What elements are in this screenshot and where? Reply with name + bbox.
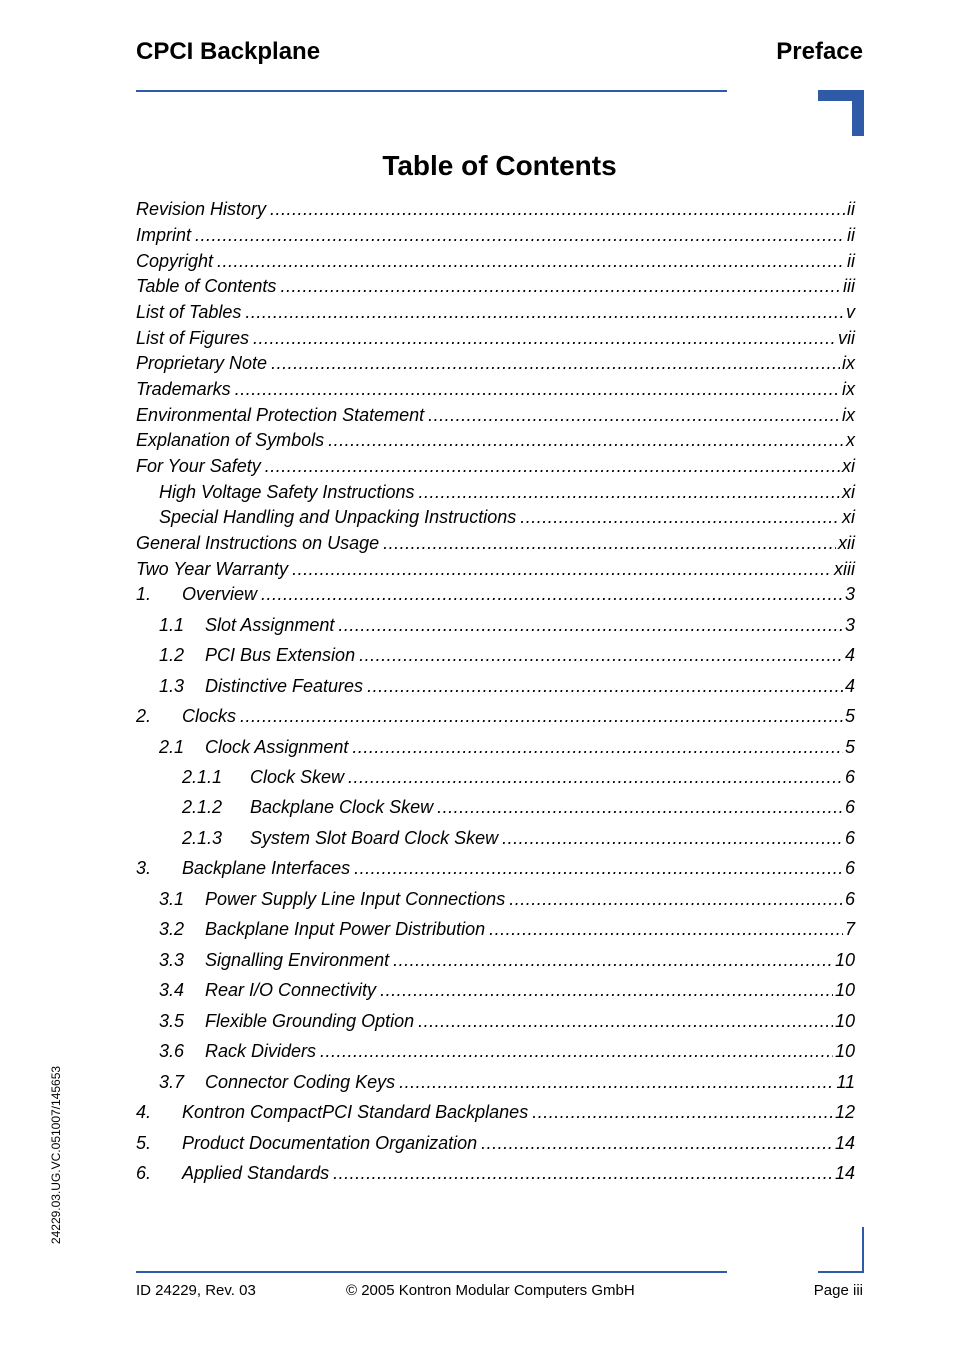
toc-entry-leader bbox=[235, 377, 840, 401]
toc-entry-label: Distinctive Features bbox=[205, 676, 364, 696]
toc-entry-page: 14 bbox=[834, 1163, 855, 1183]
footer-copyright: © 2005 Kontron Modular Computers GmbH bbox=[346, 1282, 635, 1299]
toc-entry-page: 3 bbox=[844, 615, 855, 635]
toc-entry[interactable] bbox=[136, 223, 855, 247]
toc-entry-label: Rear I/O Connectivity bbox=[205, 980, 377, 1000]
toc-entry-number: 3. bbox=[136, 858, 152, 878]
toc-entry[interactable] bbox=[136, 795, 855, 819]
toc-entry-page: 6 bbox=[844, 889, 855, 909]
page-title: Table of Contents bbox=[382, 150, 617, 181]
toc-entry[interactable] bbox=[136, 1100, 855, 1124]
footer-rule bbox=[136, 1271, 727, 1273]
toc-entry-page: 14 bbox=[834, 1133, 855, 1153]
toc-entry[interactable] bbox=[136, 1070, 855, 1094]
toc-entry[interactable] bbox=[136, 454, 855, 478]
toc-entry-leader bbox=[270, 197, 845, 221]
toc-entry-leader bbox=[367, 674, 843, 698]
toc-entry-leader bbox=[195, 223, 845, 247]
toc-entry[interactable] bbox=[136, 377, 855, 401]
toc-entry[interactable] bbox=[136, 1131, 855, 1155]
corner-mark-bottom bbox=[818, 1271, 864, 1273]
toc-entry-label: Proprietary Note bbox=[136, 353, 268, 373]
toc-entry-page: 10 bbox=[834, 980, 855, 1000]
toc-entry-number: 1.1 bbox=[159, 615, 185, 635]
toc-entry-leader bbox=[348, 765, 843, 789]
toc-entry-label: Connector Coding Keys bbox=[205, 1072, 396, 1092]
toc-entry-label: Product Documentation Organization bbox=[182, 1133, 478, 1153]
toc-entry[interactable] bbox=[136, 582, 855, 606]
toc-entry-label: Revision History bbox=[136, 199, 267, 219]
toc-entry-page: ix bbox=[842, 405, 855, 425]
toc-entry-number: 3.4 bbox=[159, 980, 185, 1000]
toc-entry-page: ii bbox=[847, 225, 855, 245]
toc-entry-label: High Voltage Safety Instructions bbox=[159, 482, 415, 502]
toc-entry[interactable] bbox=[136, 531, 855, 555]
toc-entry-page: xi bbox=[842, 507, 855, 527]
toc-entry[interactable] bbox=[136, 326, 855, 350]
toc-entry[interactable] bbox=[136, 978, 855, 1002]
toc-entry-label: Trademarks bbox=[136, 379, 231, 399]
toc-entry-label: System Slot Board Clock Skew bbox=[250, 828, 499, 848]
toc-entry-page: 12 bbox=[834, 1102, 855, 1122]
toc-entry-leader bbox=[261, 582, 843, 606]
toc-entry-leader bbox=[265, 454, 840, 478]
corner-mark-bottom-vertical bbox=[862, 1227, 864, 1273]
toc-entry-leader bbox=[320, 1039, 833, 1063]
toc-entry[interactable] bbox=[136, 274, 855, 298]
toc-entry-number: 4. bbox=[136, 1102, 152, 1122]
toc-entry[interactable] bbox=[136, 428, 855, 452]
toc-entry-label: General Instructions on Usage bbox=[136, 533, 380, 553]
toc-entry-number: 1.3 bbox=[159, 676, 185, 696]
toc-entry-page: 5 bbox=[844, 706, 855, 726]
toc-entry-number: 6. bbox=[136, 1163, 152, 1183]
toc-entry-label: For Your Safety bbox=[136, 456, 261, 476]
toc-entry-page: 10 bbox=[834, 1041, 855, 1061]
toc-entry-number: 3.5 bbox=[159, 1011, 185, 1031]
toc-entry[interactable] bbox=[136, 674, 855, 698]
toc-entry-label: Applied Standards bbox=[182, 1163, 330, 1183]
toc-entry[interactable] bbox=[136, 826, 855, 850]
document-id-vertical: 24229.03.UG.VC.051007/145653 bbox=[49, 1065, 63, 1245]
toc-entry-number: 1. bbox=[136, 584, 152, 604]
toc-entry-page: ii bbox=[847, 199, 855, 219]
toc-entry-page: vii bbox=[838, 328, 855, 348]
toc-entry-number: 2.1.3 bbox=[182, 828, 223, 848]
toc-entry-page: 6 bbox=[844, 828, 855, 848]
toc-entry[interactable] bbox=[136, 613, 855, 637]
toc-entry-leader bbox=[428, 403, 840, 427]
toc-entry-label: Kontron CompactPCI Standard Backplanes bbox=[182, 1102, 529, 1122]
toc-entry-number: 3.1 bbox=[159, 889, 185, 909]
toc-entry-page: 10 bbox=[834, 950, 855, 970]
toc-entry-leader bbox=[489, 917, 843, 941]
toc-entry-leader bbox=[380, 978, 833, 1002]
toc-entry-leader bbox=[502, 826, 843, 850]
toc-entry-page: iii bbox=[843, 276, 855, 296]
toc-entry-leader bbox=[437, 795, 843, 819]
toc-entry-leader bbox=[217, 249, 845, 273]
toc-entry[interactable] bbox=[136, 351, 855, 375]
toc-entry-label: Clock Skew bbox=[250, 767, 345, 787]
toc-entry-label: Signalling Environment bbox=[205, 950, 390, 970]
toc-entry-page: 4 bbox=[844, 645, 855, 665]
toc-entry-page: ix bbox=[842, 353, 855, 373]
toc-entry-label: Flexible Grounding Option bbox=[205, 1011, 415, 1031]
toc-entry-leader bbox=[418, 1009, 833, 1033]
toc-entry-page: 5 bbox=[844, 737, 855, 757]
toc-entry-leader bbox=[393, 948, 833, 972]
toc-entry-page: 7 bbox=[844, 919, 855, 939]
toc-entry-page: xi bbox=[842, 456, 855, 476]
toc-entry-number: 5. bbox=[136, 1133, 152, 1153]
toc-entry-leader bbox=[354, 856, 843, 880]
toc-entry-label: Explanation of Symbols bbox=[136, 430, 325, 450]
toc-entry-page: 10 bbox=[834, 1011, 855, 1031]
toc-entry[interactable] bbox=[136, 197, 855, 221]
toc-entry[interactable] bbox=[136, 300, 855, 324]
header-title: CPCI Backplane bbox=[136, 38, 321, 65]
toc-entry-page: 6 bbox=[844, 797, 855, 817]
toc-entry-label: Backplane Input Power Distribution bbox=[205, 919, 486, 939]
toc-entry-leader bbox=[481, 1131, 833, 1155]
toc-entry-number: 2. bbox=[136, 706, 152, 726]
toc-entry[interactable] bbox=[136, 948, 855, 972]
footer-doc-id: ID 24229, Rev. 03 bbox=[136, 1282, 256, 1299]
toc-entry-number: 2.1.1 bbox=[182, 767, 223, 787]
toc-entry-label: Table of Contents bbox=[136, 276, 277, 296]
toc-entry-page: 11 bbox=[836, 1072, 855, 1092]
toc-entry-leader bbox=[280, 274, 841, 298]
toc-entry-label: List of Tables bbox=[136, 302, 242, 322]
toc-entry-leader bbox=[333, 1161, 833, 1185]
toc-entry-leader bbox=[240, 704, 843, 728]
toc-entry[interactable] bbox=[136, 643, 855, 667]
toc-entry-label: Rack Dividers bbox=[205, 1041, 317, 1061]
toc-entry-number: 3.2 bbox=[159, 919, 185, 939]
toc-entry-leader bbox=[520, 505, 840, 529]
toc-entry[interactable] bbox=[136, 403, 855, 427]
toc-entry-label: Environmental Protection Statement bbox=[136, 405, 425, 425]
toc-entry-label: Special Handling and Unpacking Instructions bbox=[159, 507, 517, 527]
toc-entry-label: Copyright bbox=[136, 251, 214, 271]
toc-entry-page: xiii bbox=[834, 559, 855, 579]
toc-entry-leader bbox=[338, 613, 843, 637]
toc-entry-leader bbox=[399, 1070, 834, 1094]
toc-entry-page: ix bbox=[842, 379, 855, 399]
toc-entry[interactable] bbox=[136, 557, 855, 581]
toc-entry-number: 2.1.2 bbox=[182, 797, 223, 817]
toc-entry[interactable] bbox=[136, 1009, 855, 1033]
toc-entry[interactable] bbox=[136, 856, 855, 880]
toc-entry-leader bbox=[418, 480, 840, 504]
toc-entry[interactable] bbox=[136, 887, 855, 911]
toc-entry-number: 1.2 bbox=[159, 645, 185, 665]
toc-entry-leader bbox=[245, 300, 844, 324]
corner-mark-top-vertical bbox=[852, 90, 864, 136]
toc-entry-leader bbox=[359, 643, 843, 667]
toc-entry-number: 3.6 bbox=[159, 1041, 185, 1061]
toc-entry-leader bbox=[328, 428, 844, 452]
footer-page-number: Page iii bbox=[813, 1282, 863, 1299]
toc-entry[interactable] bbox=[136, 765, 855, 789]
toc-entry[interactable] bbox=[136, 1039, 855, 1063]
toc-entry-page: xi bbox=[842, 482, 855, 502]
toc-entry[interactable] bbox=[136, 505, 855, 529]
toc-entry[interactable] bbox=[136, 249, 855, 273]
header-section: Preface bbox=[776, 38, 863, 65]
toc-entry-leader bbox=[383, 531, 836, 555]
toc-entry-label: Slot Assignment bbox=[205, 615, 335, 635]
toc-entry-number: 3.7 bbox=[159, 1072, 185, 1092]
toc-entry-leader bbox=[352, 735, 843, 759]
header-rule bbox=[136, 90, 727, 92]
toc-entry-label: Backplane Interfaces bbox=[182, 858, 351, 878]
toc-entry[interactable] bbox=[136, 917, 855, 941]
toc-entry-label: Backplane Clock Skew bbox=[250, 797, 434, 817]
toc-entry-leader bbox=[253, 326, 836, 350]
toc-entry-leader bbox=[532, 1100, 833, 1124]
toc-entry-label: PCI Bus Extension bbox=[205, 645, 356, 665]
toc-entry-page: 6 bbox=[844, 767, 855, 787]
toc-entry[interactable] bbox=[136, 704, 855, 728]
toc-entry-label: Imprint bbox=[136, 225, 192, 245]
toc-entry-number: 3.3 bbox=[159, 950, 185, 970]
toc-entry-label: List of Figures bbox=[136, 328, 250, 348]
toc-entry[interactable] bbox=[136, 1161, 855, 1185]
toc-entry-page: 4 bbox=[844, 676, 855, 696]
toc-entry[interactable] bbox=[136, 480, 855, 504]
toc-entry-page: x bbox=[846, 430, 855, 450]
toc-entry-leader bbox=[292, 557, 832, 581]
toc-entry-page: ii bbox=[847, 251, 855, 271]
toc-entry-leader bbox=[509, 887, 843, 911]
toc-entry-number: 2.1 bbox=[159, 737, 185, 757]
toc-entry-page: 6 bbox=[844, 858, 855, 878]
toc-entry-leader bbox=[271, 351, 840, 375]
toc-entry-label: Two Year Warranty bbox=[136, 559, 289, 579]
toc-entry-page: v bbox=[846, 302, 855, 322]
toc-entry-label: Clock Assignment bbox=[205, 737, 349, 757]
toc-entry-label: Overview bbox=[182, 584, 258, 604]
toc-entry-label: Clocks bbox=[182, 706, 237, 726]
toc-entry-page: xii bbox=[838, 533, 855, 553]
toc-entry-label: Power Supply Line Input Connections bbox=[205, 889, 506, 909]
toc-entry-page: 3 bbox=[844, 584, 855, 604]
toc-entry[interactable] bbox=[136, 735, 855, 759]
